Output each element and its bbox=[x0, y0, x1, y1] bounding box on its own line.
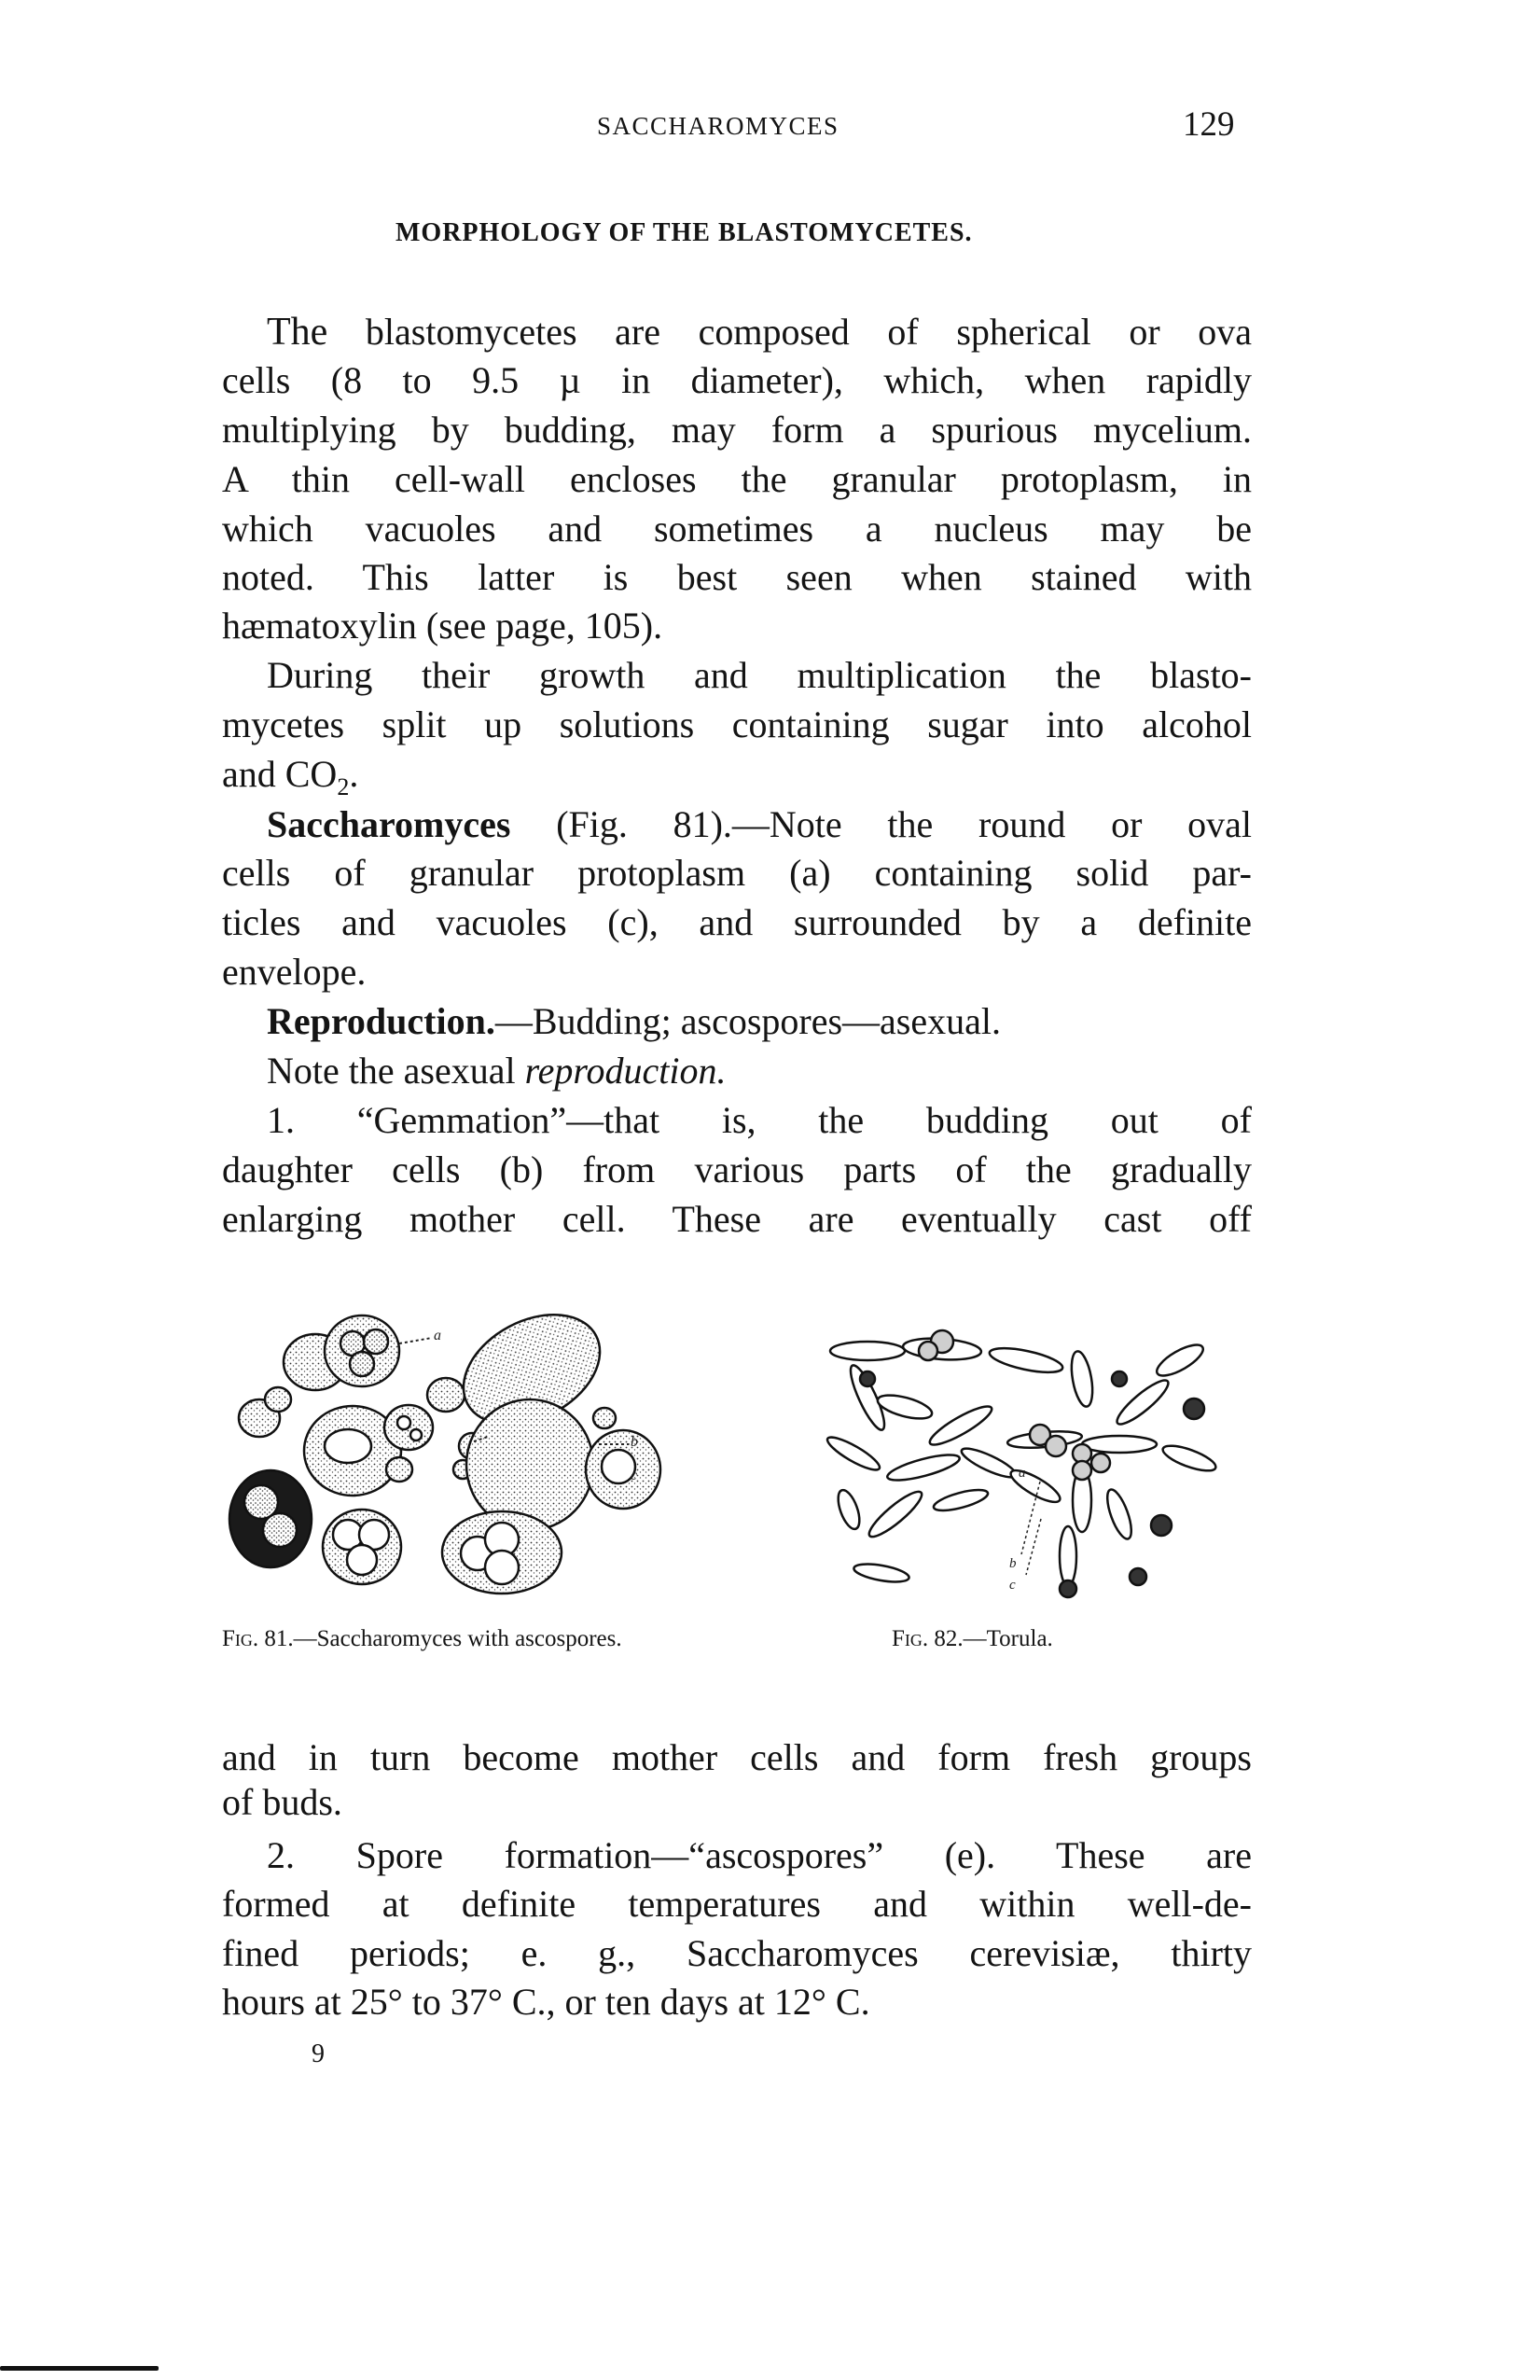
para3-line-1 bbox=[267, 799, 1252, 851]
para1-line-3: multiplying by budding, may form a spurious mycelium. bbox=[222, 409, 1252, 451]
para6-line-1: 1. “Gemmation”—that is, the budding out of bbox=[267, 1099, 1252, 1141]
torula-cell bbox=[865, 1486, 927, 1542]
torula-cell bbox=[1007, 1465, 1064, 1508]
para1-line-5: which vacuoles and sometimes a nucleus may be bbox=[222, 508, 1252, 550]
para3-line-4: envelope. bbox=[222, 951, 367, 993]
fig82-label-b: b bbox=[1009, 1556, 1017, 1571]
torula-cell bbox=[932, 1486, 990, 1515]
torula-cell bbox=[1068, 1350, 1096, 1409]
section-heading: MORPHOLOGY OF THE BLASTOMYCETES. bbox=[395, 218, 973, 247]
para6-line-3: enlarging mother cell. These are eventually cast off bbox=[222, 1198, 1252, 1240]
para2-line-3 bbox=[222, 748, 1252, 800]
scan-edge-mark bbox=[0, 2366, 159, 2371]
granule bbox=[410, 1429, 422, 1441]
para3-line-1-text: (Fig. 81).—Note the round or oval bbox=[556, 803, 1253, 845]
fig81-label: Fig. 81. bbox=[222, 1626, 294, 1651]
torula-cell bbox=[1046, 1436, 1066, 1456]
yeast-cell bbox=[593, 1408, 616, 1428]
para1-line-1 bbox=[267, 306, 1252, 358]
para5-text: Note the asexual bbox=[267, 1050, 516, 1092]
torula-cell bbox=[1184, 1399, 1204, 1419]
page-number: 129 bbox=[1183, 105, 1235, 144]
para5-line bbox=[267, 1045, 1252, 1097]
torula-cell bbox=[1082, 1436, 1157, 1453]
torula-cell bbox=[824, 1432, 882, 1475]
torula-cell bbox=[1130, 1568, 1146, 1585]
torula-cell bbox=[885, 1450, 962, 1485]
fig82-label-c: c bbox=[1009, 1578, 1016, 1593]
torula-cell bbox=[1073, 1461, 1091, 1480]
vacuole bbox=[325, 1429, 371, 1463]
fig82-illustration bbox=[812, 1323, 1231, 1603]
para2-line-2: mycetes split up solutions containing sugar into alcohol bbox=[222, 703, 1252, 745]
fig81-label-a: a bbox=[434, 1328, 441, 1343]
torula-cell bbox=[919, 1342, 937, 1360]
para7-line-2: of buds. bbox=[222, 1781, 342, 1823]
para2-line-1: During their growth and multiplication the blasto- bbox=[267, 654, 1252, 696]
running-head: SACCHAROMYCES bbox=[597, 112, 839, 140]
yeast-cell bbox=[265, 1387, 291, 1412]
para4-text: —Budding; ascospores—asexual. bbox=[494, 1000, 1001, 1042]
torula-cell bbox=[830, 1342, 905, 1360]
fig82-caption-text: —Torula. bbox=[963, 1626, 1053, 1651]
ascospore bbox=[350, 1352, 374, 1376]
large-oval-cell bbox=[466, 1399, 593, 1530]
torula-cell bbox=[1160, 1441, 1219, 1475]
para2-line-3-text: and CO bbox=[222, 753, 338, 795]
co2-subscript: 2 bbox=[337, 773, 350, 800]
para4-line bbox=[267, 995, 1252, 1048]
fig81-label-b: b bbox=[631, 1434, 638, 1450]
para4-lead: Reproduction. bbox=[267, 1000, 495, 1042]
ascospore bbox=[485, 1551, 519, 1584]
fig82-caption bbox=[892, 1626, 1053, 1652]
fig82-label-a: a bbox=[1019, 1466, 1026, 1481]
ascospore bbox=[347, 1545, 377, 1575]
torula-cell bbox=[1151, 1515, 1172, 1536]
yeast-cell bbox=[427, 1378, 465, 1412]
fig81-illustration bbox=[222, 1306, 707, 1614]
para5-italic: reproduction. bbox=[524, 1050, 727, 1092]
para8-line-2: formed at definite temperatures and within well-de- bbox=[222, 1883, 1252, 1925]
torula-cell bbox=[1153, 1339, 1207, 1381]
para7-line-1: and in turn become mother cells and form fresh groups bbox=[222, 1736, 1252, 1778]
yeast-cell bbox=[386, 1457, 412, 1482]
fig82-label: Fig. 82. bbox=[892, 1626, 964, 1651]
fig81-caption bbox=[222, 1626, 622, 1652]
ascospore bbox=[263, 1513, 297, 1547]
torula-cell bbox=[1060, 1580, 1076, 1597]
ascospore bbox=[364, 1329, 388, 1354]
torula-cell bbox=[988, 1343, 1064, 1377]
torula-cell bbox=[834, 1487, 864, 1532]
para3-line-3: ticles and vacuoles (c), and surrounded by a definite bbox=[222, 901, 1252, 943]
para8-line-3: fined periods; e. g., Saccharomyces cerevisiæ, thirty bbox=[222, 1932, 1252, 1974]
para1-line-7: hæmatoxylin (see page, 105). bbox=[222, 605, 663, 647]
para8-line-1: 2. Spore formation—“ascospores” (e). These are bbox=[267, 1834, 1252, 1876]
para6-line-2: daughter cells (b) from various parts of the gradually bbox=[222, 1148, 1252, 1190]
fig81-label-c: c bbox=[631, 1468, 638, 1483]
torula-cell bbox=[1112, 1371, 1127, 1386]
para1-line-1-text: blastomycetes are composed of spherical or ova bbox=[365, 311, 1253, 353]
torula-cell bbox=[959, 1443, 1020, 1482]
para1-line-2: cells (8 to 9.5 µ in diameter), which, when rapidly bbox=[222, 359, 1252, 401]
torula-cell bbox=[926, 1400, 996, 1451]
granule bbox=[397, 1416, 410, 1429]
para2-line-3-end: . bbox=[349, 753, 359, 795]
para1-line-4: A thin cell-wall encloses the granular protoplasm, in bbox=[222, 458, 1252, 500]
signature-mark: 9 bbox=[312, 2039, 325, 2068]
para3-lead: Saccharomyces bbox=[267, 803, 511, 845]
fig81-caption-text: —Saccharomyces with ascospores. bbox=[293, 1626, 622, 1651]
torula-cell bbox=[853, 1561, 910, 1585]
torula-cell bbox=[1060, 1526, 1076, 1586]
para1-lead: The bbox=[267, 311, 328, 354]
torula-cell bbox=[1091, 1454, 1110, 1472]
para1-line-6: noted. This latter is best seen when stained with bbox=[222, 556, 1252, 598]
para3-line-2: cells of granular protoplasm (a) containing solid par- bbox=[222, 852, 1252, 894]
torula-cell bbox=[1103, 1487, 1136, 1542]
para8-line-4: hours at 25° to 37° C., or ten days at 12° C. bbox=[222, 1981, 870, 2023]
torula-cell bbox=[860, 1371, 875, 1386]
